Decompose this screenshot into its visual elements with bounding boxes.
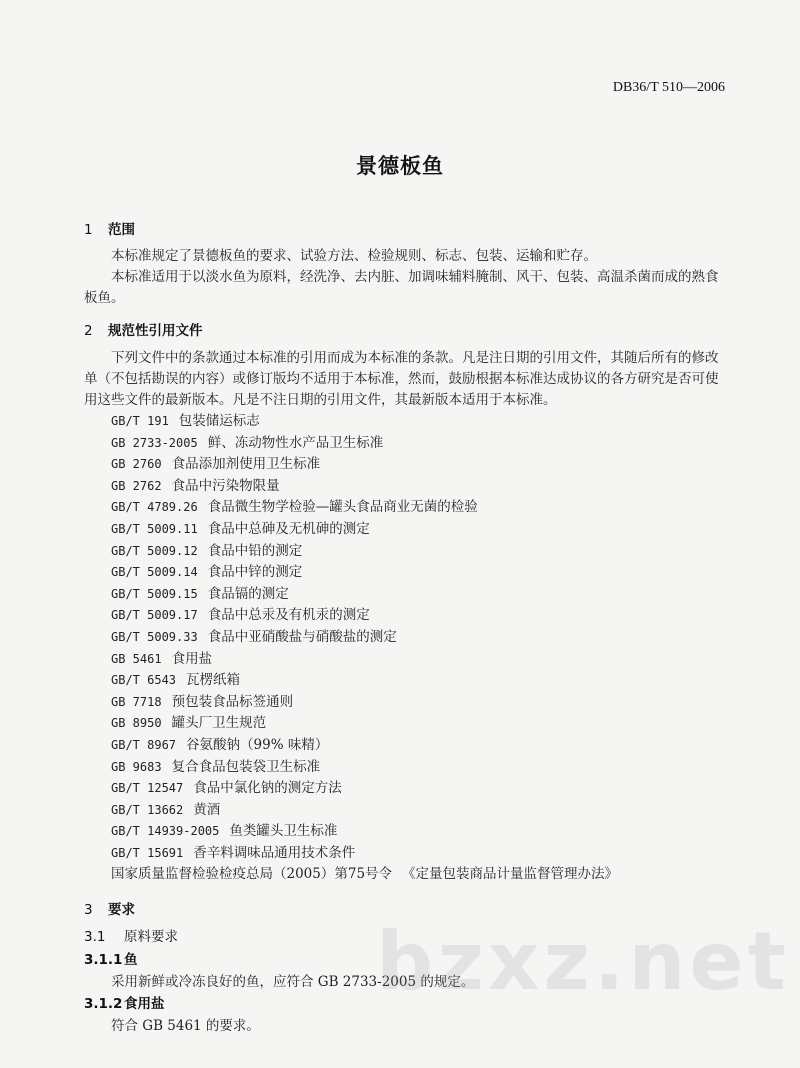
reference-code: GB 2762 xyxy=(111,478,162,493)
reference-code: GB/T 8967 xyxy=(111,737,177,752)
reference-item xyxy=(84,433,724,455)
reference-code: GB/T 191 xyxy=(111,414,169,428)
reference-title: 瓦楞纸箱 xyxy=(186,672,241,689)
reference-item xyxy=(84,411,724,433)
reference-code: 国家质量监督检验检疫总局（2005）第75号令 xyxy=(111,866,393,883)
reference-title: 食品添加剂使用卫生标准 xyxy=(171,456,321,473)
subsection-heading xyxy=(84,993,724,1016)
subsection-number: 3.1 xyxy=(84,929,106,946)
reference-item xyxy=(84,670,724,692)
reference-code: GB/T 14939-2005 xyxy=(111,824,220,839)
reference-code: GB 2733-2005 xyxy=(111,435,198,450)
section-heading-normative-refs xyxy=(84,319,724,343)
reference-code: GB 7718 xyxy=(111,694,162,709)
section-number: 1 xyxy=(84,222,93,238)
subsection-title: 食用盐 xyxy=(124,996,165,1013)
reference-item xyxy=(84,627,724,649)
reference-title: 《定量包装商品计量监督管理办法》 xyxy=(402,866,619,883)
reference-title: 复合食品包装袋卫生标准 xyxy=(171,758,321,775)
reference-item xyxy=(84,562,724,584)
reference-title: 食品微生物学检验—罐头食品商业无菌的检验 xyxy=(207,499,478,516)
paragraph: 下列文件中的条款通过本标准的引用而成为本标准的条款。凡是注日期的引用文件，其随后所有的修改单（不包括勘误的内容）或修订版均不适用于本标准，然而，鼓励根据本标准达成协议的各方研究是否可使用这些文件的最新版本。凡是不注日期的引用文件，其最新版本适用于本标准。 xyxy=(84,350,719,408)
reference-item xyxy=(84,692,724,714)
reference-code: GB/T 5009.15 xyxy=(111,586,198,601)
reference-item xyxy=(84,821,724,843)
document-title: 景德板鱼 xyxy=(356,154,444,178)
reference-title: 罐头厂卫生规范 xyxy=(171,715,267,732)
section-title: 范围 xyxy=(108,222,135,238)
paragraph: 本标准适用于以淡水鱼为原料，经洗净、去内脏、加调味辅料腌制、风干、包装、高温杀菌而成的熟食板鱼。 xyxy=(84,269,719,306)
reference-title: 食品中铅的测定 xyxy=(207,542,303,559)
reference-title: 食用盐 xyxy=(171,650,213,667)
reference-title: 鱼类罐头卫生标准 xyxy=(229,823,338,840)
reference-code: GB 8950 xyxy=(111,716,162,731)
reference-title: 食品中氯化钠的测定方法 xyxy=(193,780,342,797)
reference-item xyxy=(84,713,724,735)
reference-item xyxy=(84,735,724,757)
reference-code: GB/T 5009.17 xyxy=(111,608,198,623)
reference-code: GB/T 15691 xyxy=(111,845,184,860)
reference-code: GB 5461 xyxy=(111,651,162,666)
reference-item xyxy=(84,778,724,800)
reference-title: 预包装食品标签通则 xyxy=(171,693,294,710)
reference-code: GB/T 5009.14 xyxy=(111,565,198,580)
reference-code: GB/T 5009.11 xyxy=(111,521,198,536)
reference-code: GB/T 5009.33 xyxy=(111,629,198,644)
subsection-number: 3.1.1 xyxy=(84,952,123,969)
reference-list xyxy=(84,411,724,886)
reference-item xyxy=(84,864,724,886)
reference-item xyxy=(84,649,724,671)
reference-item xyxy=(84,519,724,541)
reference-title: 食品中锌的测定 xyxy=(207,564,303,581)
reference-title: 谷氨酸钠（99% 味精） xyxy=(186,736,329,753)
section-title: 规范性引用文件 xyxy=(108,323,203,339)
reference-code: GB 9683 xyxy=(111,759,162,774)
subsection-title: 原料要求 xyxy=(124,929,178,946)
document-body xyxy=(84,218,724,1037)
section-title: 要求 xyxy=(108,902,135,919)
paragraph: 符合 GB 5461 的要求。 xyxy=(111,1018,260,1035)
reference-item xyxy=(84,800,724,822)
reference-title: 食品中总汞及有机汞的测定 xyxy=(207,607,370,624)
subsection-heading xyxy=(84,926,724,949)
reference-item xyxy=(84,757,724,779)
reference-title: 食品中总砷及无机砷的测定 xyxy=(207,520,370,537)
reference-code: GB/T 5009.12 xyxy=(111,543,198,558)
reference-code: GB/T 4789.26 xyxy=(111,500,198,515)
reference-code: GB/T 6543 xyxy=(111,673,177,688)
paragraph: 本标准规定了景德板鱼的要求、试验方法、检验规则、标志、包装、运输和贮存。 xyxy=(111,248,597,264)
reference-title: 食品中亚硝酸盐与硝酸盐的测定 xyxy=(207,628,397,645)
subsection-number: 3.1.2 xyxy=(84,996,123,1013)
section-heading-requirements xyxy=(84,898,724,922)
subsection-title: 鱼 xyxy=(124,952,138,969)
reference-item xyxy=(84,584,724,606)
document-code: DB36/T 510—2006 xyxy=(612,80,725,95)
section-number: 2 xyxy=(84,323,93,339)
reference-title: 鲜、冻动物性水产品卫生标准 xyxy=(207,434,384,451)
reference-item xyxy=(84,605,724,627)
reference-title: 香辛料调味品通用技术条件 xyxy=(193,844,356,861)
reference-code: GB 2760 xyxy=(111,457,162,472)
reference-title: 食品镉的测定 xyxy=(207,585,289,602)
section-heading-scope xyxy=(84,218,724,242)
reference-title: 包装储运标志 xyxy=(178,413,260,429)
reference-item xyxy=(84,476,724,498)
reference-item xyxy=(84,843,724,865)
paragraph: 采用新鲜或冷冻良好的鱼，应符合 GB 2733-2005 的规定。 xyxy=(111,974,475,991)
reference-item xyxy=(84,541,724,563)
reference-code: GB/T 12547 xyxy=(111,781,184,796)
reference-title: 食品中污染物限量 xyxy=(171,477,280,494)
section-number: 3 xyxy=(84,902,93,919)
reference-item xyxy=(84,454,724,476)
subsection-heading xyxy=(84,949,724,972)
watermark: bzxz.net xyxy=(376,915,790,1008)
reference-code: GB/T 13662 xyxy=(111,802,184,817)
reference-title: 黄酒 xyxy=(193,801,221,818)
reference-item xyxy=(84,497,724,519)
